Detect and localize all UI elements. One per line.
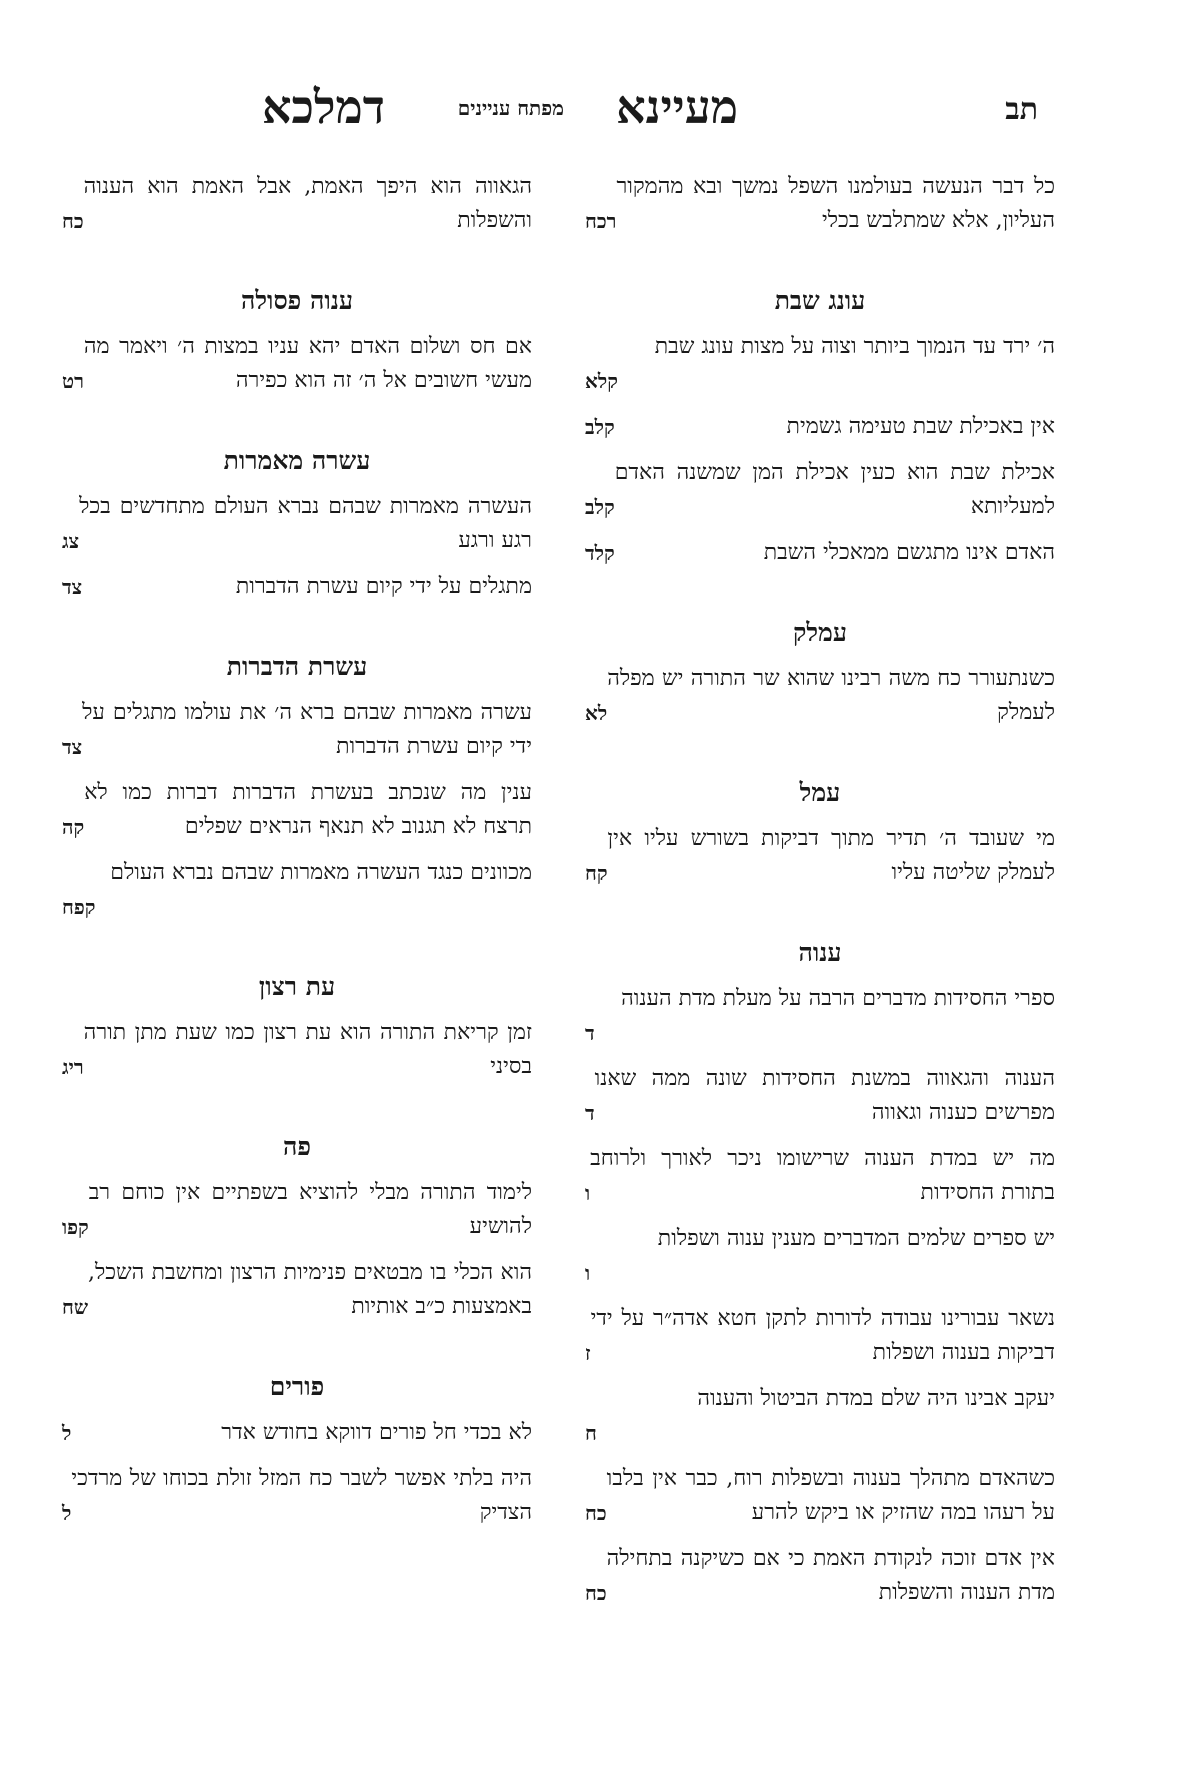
entry-text: ה׳ ירד עד הנמוך ביותר וצוה על מצות עונג שבת: [654, 334, 1055, 359]
page-reference: קלב: [585, 495, 615, 519]
index-entry: [62, 1016, 532, 1084]
index-section: [585, 776, 1055, 890]
index-entry: [62, 1462, 532, 1530]
index-entry: [62, 1416, 532, 1450]
section-heading: פורים: [269, 1372, 325, 1401]
index-entry: [585, 536, 1055, 570]
entry-text: הענוה והגאווה במשנת החסידות שונה ממה שאנו מפרשים כענוה וגאווה: [594, 1066, 1055, 1125]
index-entry: [62, 776, 532, 844]
right-column: [585, 170, 1055, 1656]
running-title-right: מעיינא: [616, 80, 738, 134]
page-reference: ז: [585, 1341, 591, 1365]
page-reference: ל: [62, 1501, 72, 1525]
index-entry: [585, 1062, 1055, 1130]
entry-text: מתגלים על ידי קיום עשרת הדברות: [235, 574, 532, 599]
entry-text: האדם אינו מתגשם ממאכלי השבת: [763, 540, 1055, 565]
index-entry: [585, 822, 1055, 890]
page-reference: ו: [585, 1181, 591, 1205]
index-entry: [585, 1542, 1055, 1610]
index-entry: [585, 982, 1055, 1050]
running-title-left: דמלכא: [262, 80, 385, 134]
page-reference: קח: [585, 861, 608, 885]
index-section: [62, 970, 532, 1084]
index-entry: [62, 856, 532, 924]
entry-text: אין באכילת שבת טעימה גשמית: [786, 414, 1055, 439]
page-reference: קפח: [62, 895, 96, 919]
section-heading: פה: [283, 1132, 311, 1161]
entry-text: לא בכדי חל פורים דווקא בחודש אדר: [221, 1420, 532, 1445]
index-entry: [585, 1222, 1055, 1290]
index-section: [62, 1130, 532, 1324]
page-reference: צד: [62, 735, 83, 759]
index-entry: [62, 490, 532, 558]
entry-text: אכילת שבת הוא כעין אכילת המן שמשנה האדם למעליותא: [614, 460, 1055, 519]
page-reference: קלב: [585, 415, 615, 439]
index-entry: [585, 456, 1055, 524]
page-reference: כח: [585, 1581, 607, 1605]
index-section: [62, 284, 532, 398]
page-reference: ל: [62, 1421, 72, 1445]
page-reference: ריג: [62, 1055, 84, 1079]
entry-text: לימוד התורה מבלי להוציא בשפתיים אין כוחם רב להושיע: [88, 1180, 532, 1239]
index-section: [62, 650, 532, 924]
page-reference: לא: [585, 701, 608, 725]
page-reference: קה: [62, 815, 85, 839]
page-number: תב: [1005, 92, 1038, 127]
section-heading: ענוה פסולה: [240, 286, 354, 315]
section-heading: עמלק: [792, 618, 848, 647]
section-heading: עונג שבת: [774, 286, 866, 315]
left-column: [62, 170, 532, 1576]
entry-text: כל דבר הנעשה בעולמנו השפל נמשך ובא מהמקור העליון, אלא שמתלבש בכלי: [616, 174, 1055, 233]
section-heading: עשרת הדברות: [226, 652, 368, 681]
entry-text: היה בלתי אפשר לשבר כח המזל זולת בכוחו של מרדכי הצדיק: [71, 1466, 532, 1525]
index-section: [585, 616, 1055, 730]
index-entry: [62, 170, 532, 238]
index-entry: [62, 1176, 532, 1244]
index-entry: [62, 1256, 532, 1324]
entry-text: יעקב אבינו היה שלם במדת הביטול והענוה: [697, 1386, 1055, 1411]
entry-text: מכוונים כנגד העשרה מאמרות שבהם נברא העולם: [110, 860, 532, 885]
index-entry: [585, 662, 1055, 730]
entry-text: כשנתעורר כח משה רבינו שהוא שר התורה יש מפלה לעמלק: [607, 666, 1055, 725]
entry-text: כשהאדם מתהלך בענוה ובשפלות רוח, כבר אין בלבו על רעהו במה שהזיק או ביקש להרע: [606, 1466, 1055, 1525]
intro-section: [585, 170, 1055, 238]
entry-text: אין אדם זוכה לנקודת האמת כי אם כשיקנה בתחילה מדת הענוה והשפלות: [606, 1546, 1055, 1605]
entry-text: העשרה מאמרות שבהם נברא העולם מתחדשים בכל רגע ורגע: [79, 494, 532, 553]
index-entry: [62, 330, 532, 398]
entry-text: אם חס ושלום האדם יהא עניו במצות ה׳ ויאמר מה מעשי חשובים אל ה׳ זה הוא כפירה: [83, 334, 532, 393]
page-reference: רט: [62, 369, 84, 393]
entry-text: הגאווה הוא היפך האמת, אבל האמת הוא הענוה והשפלות: [83, 174, 533, 233]
page-reference: ו: [585, 1261, 591, 1285]
page-reference: כח: [62, 209, 84, 233]
index-section: [62, 1370, 532, 1530]
index-entry: [585, 1462, 1055, 1530]
section-heading: עמל: [799, 778, 841, 807]
index-section: [62, 444, 532, 604]
entry-text: יש ספרים שלמים המדברים מענין ענוה ושפלות: [657, 1226, 1055, 1251]
section-heading: עשרה מאמרות: [223, 446, 371, 475]
index-entry: [585, 1302, 1055, 1370]
page-reference: ד: [585, 1101, 595, 1125]
index-entry: [585, 410, 1055, 444]
index-section: [585, 284, 1055, 570]
entry-text: נשאר עבורינו עבודה לדורות לתקן חטא אדה״ר על ידי דביקות בענוה ושפלות: [590, 1306, 1055, 1365]
entry-text: הוא הכלי בו מבטאים פנימיות הרצון ומחשבת השכל, באמצעות כ״ב אותיות: [88, 1260, 532, 1319]
entry-text: ספרי החסידות מדברים הרבה על מעלת מדת הענוה: [621, 986, 1055, 1011]
index-entry: [585, 170, 1055, 238]
index-entry: [62, 570, 532, 604]
page-reference: צג: [62, 529, 80, 553]
page-reference: שח: [62, 1295, 88, 1319]
page-reference: רכח: [585, 209, 617, 233]
entry-text: מה יש במדת הענוה שרישומו ניכר לאורך ולרוחב בתורת החסידות: [590, 1146, 1055, 1205]
entry-text: ענין מה שנכתב בעשרת הדברות דברות כמו לא תרצח לא תגנוב לא תנאף הנראים שפלים: [84, 780, 532, 839]
index-entry: [585, 330, 1055, 398]
page-reference: ח: [585, 1421, 597, 1445]
index-section: [585, 936, 1055, 1610]
page-reference: צד: [62, 575, 83, 599]
page-reference: קלד: [585, 541, 615, 565]
page-header: [60, 78, 1050, 138]
section-heading: עת רצון: [258, 972, 336, 1001]
section-heading: ענוה: [798, 938, 842, 967]
intro-section: [62, 170, 532, 238]
page-reference: כח: [585, 1501, 607, 1525]
running-subtitle: מפתח עניינים: [457, 96, 564, 120]
index-entry: [585, 1382, 1055, 1450]
entry-text: מי שעובד ה׳ תדיר מתוך דביקות בשורש עליו אין לעמלק שליטה עליו: [607, 826, 1055, 885]
entry-text: זמן קריאת התורה הוא עת רצון כמו שעת מתן תורה בסיני: [83, 1020, 532, 1079]
index-entry: [62, 696, 532, 764]
page-reference: קלא: [585, 369, 618, 393]
page-reference: קפו: [62, 1215, 89, 1239]
entry-text: עשרה מאמרות שבהם ברא ה׳ את עולמו מתגלים על ידי קיום עשרת הדברות: [82, 700, 532, 759]
index-entry: [585, 1142, 1055, 1210]
page-reference: ד: [585, 1021, 595, 1045]
